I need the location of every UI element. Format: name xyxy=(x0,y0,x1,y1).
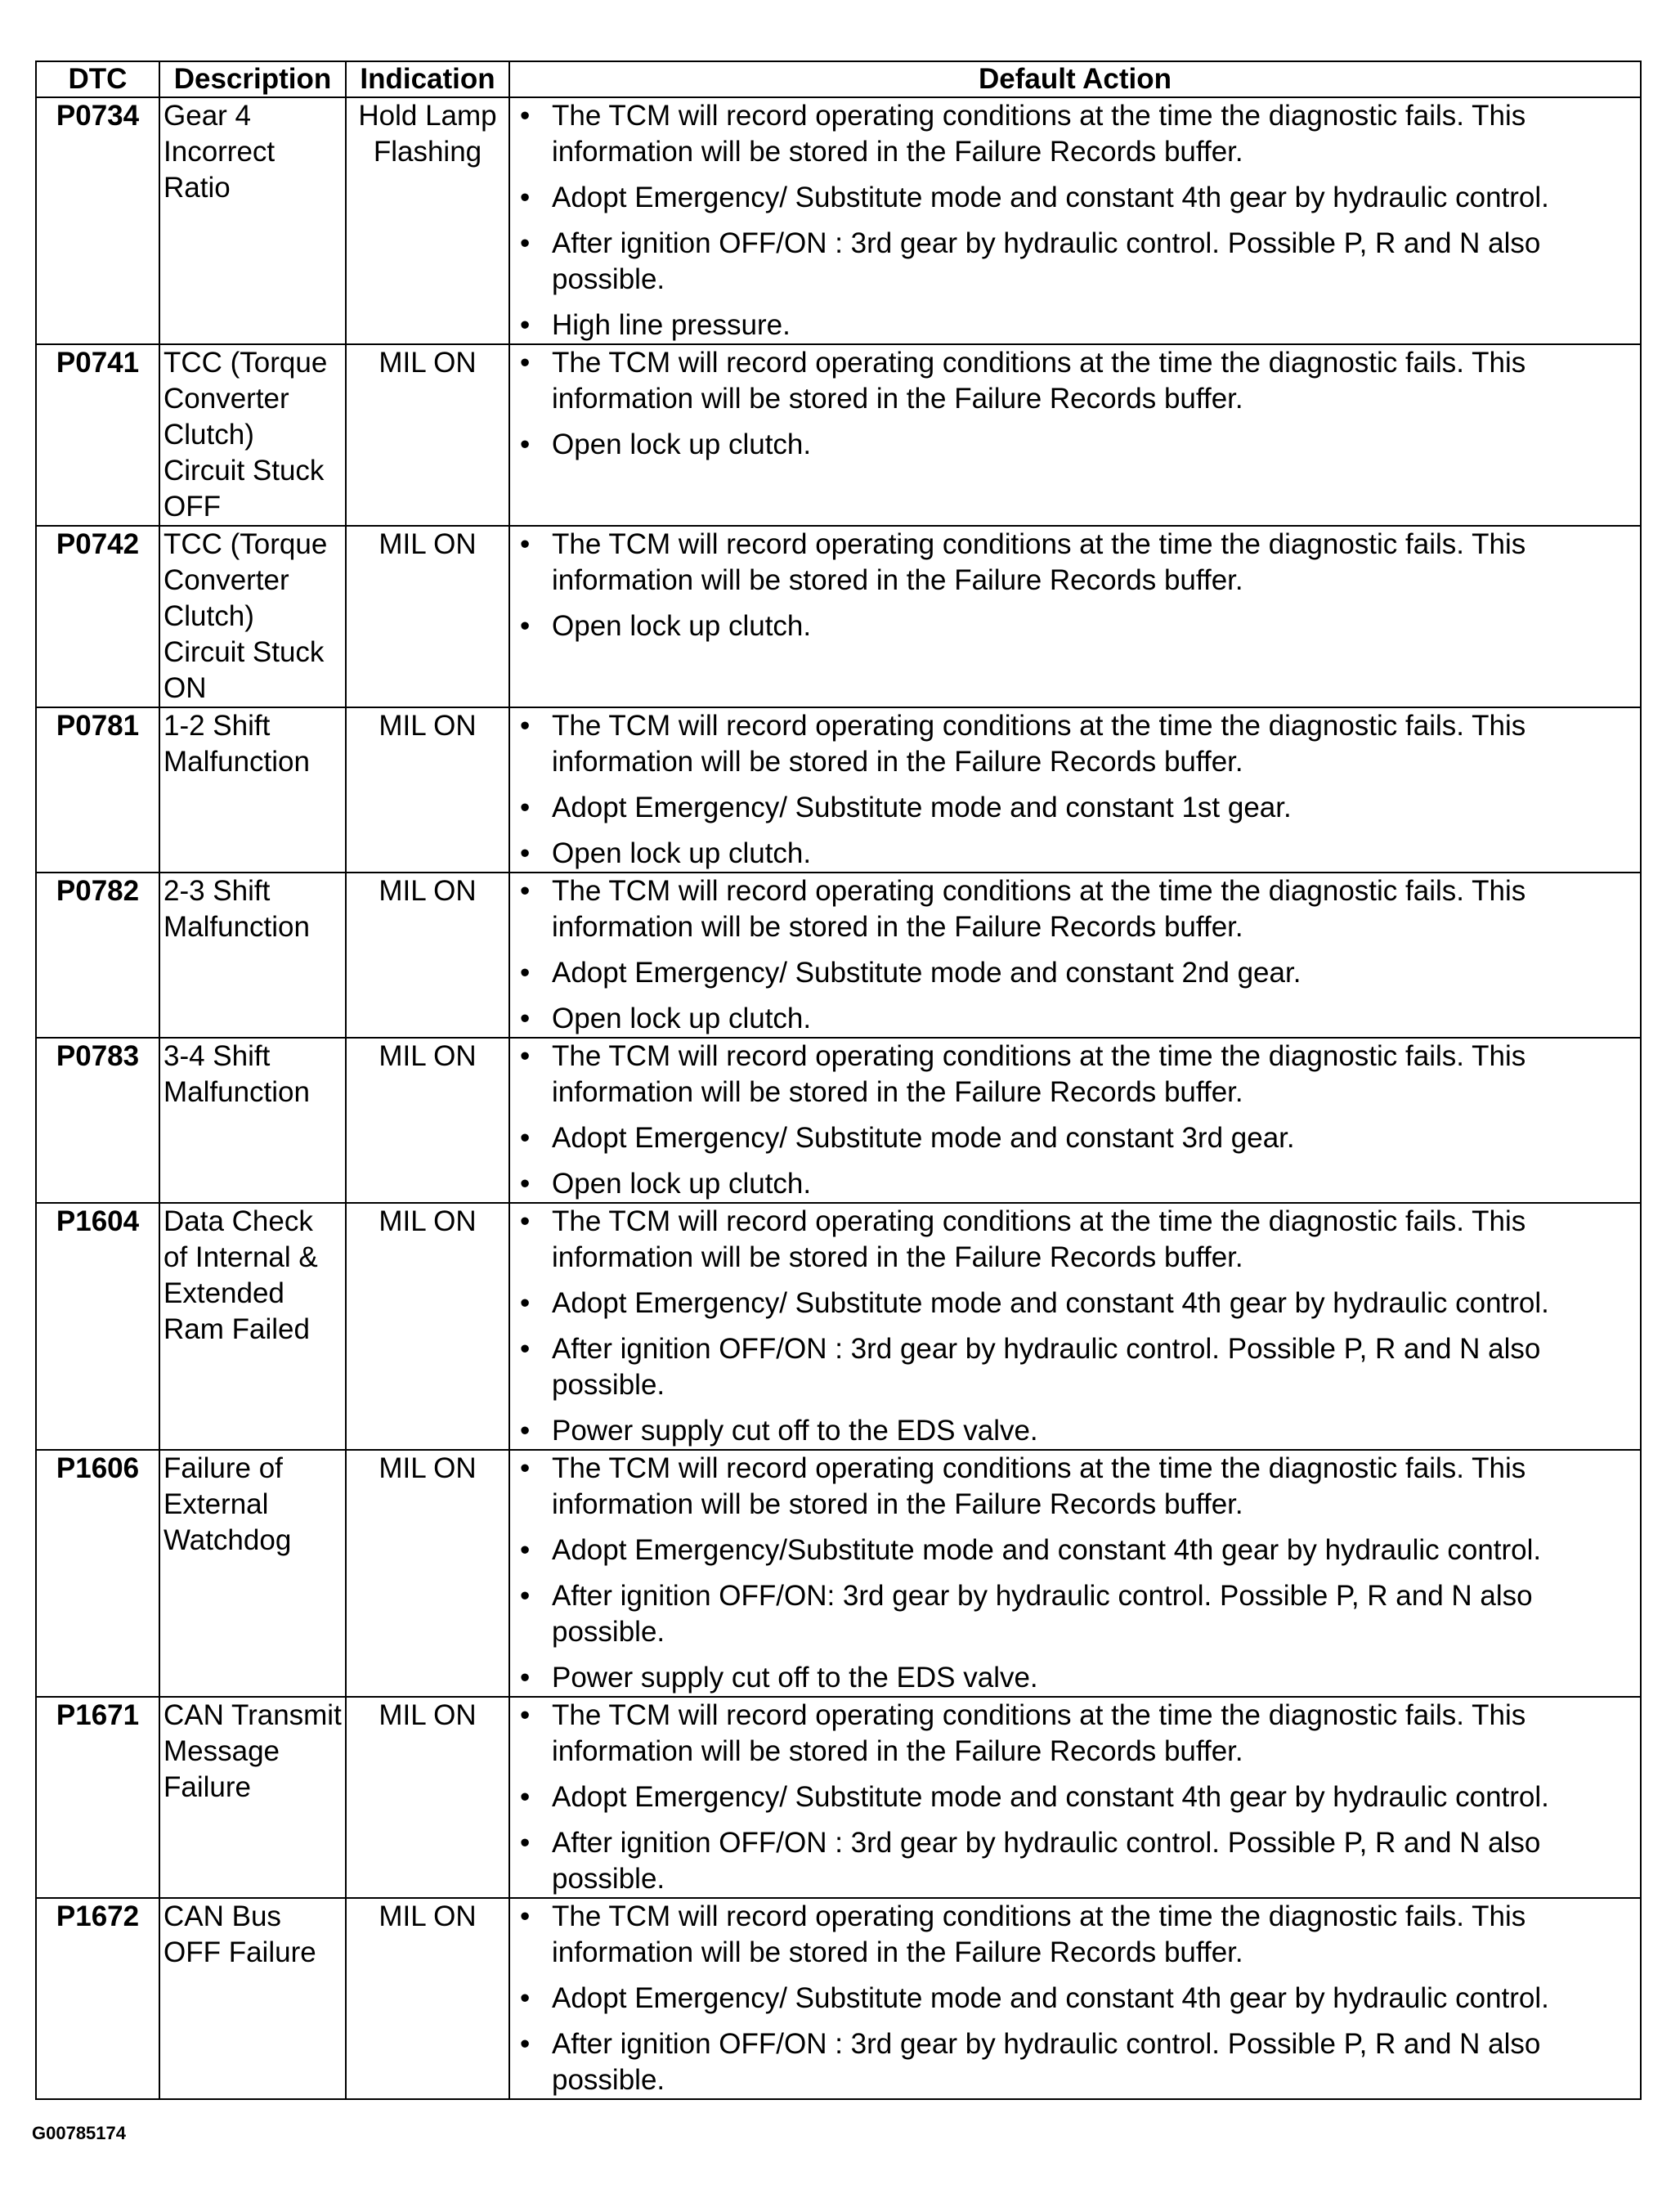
header-default-action: Default Action xyxy=(509,61,1641,97)
action-list xyxy=(513,1039,1637,1202)
default-action-cell xyxy=(509,344,1641,526)
dtc-code-cell: P0742 xyxy=(36,526,159,707)
action-item: • The TCM will record operating conditions at the time the diagnostic fails. This information will be stored in the Failure Records buffer. xyxy=(513,527,1637,599)
action-item: • Open lock up clutch. xyxy=(513,836,1637,872)
dtc-code-cell: P1672 xyxy=(36,1898,159,2099)
action-item: • Adopt Emergency/ Substitute mode and constant 2nd gear. xyxy=(513,955,1637,991)
table-row xyxy=(36,1697,1641,1898)
indication-cell: MIL ON xyxy=(346,873,509,1038)
default-action-cell xyxy=(509,1450,1641,1697)
action-item: • Open lock up clutch. xyxy=(513,608,1637,644)
table-row xyxy=(36,1898,1641,2099)
description-cell: 3-4 Shift Malfunction xyxy=(159,1038,346,1203)
indication-cell: MIL ON xyxy=(346,1898,509,2099)
action-list xyxy=(513,1698,1637,1897)
action-item: • Adopt Emergency/ Substitute mode and constant 4th gear by hydraulic control. xyxy=(513,180,1637,216)
dtc-code-cell: P0782 xyxy=(36,873,159,1038)
action-list xyxy=(513,98,1637,343)
dtc-code-cell: P0734 xyxy=(36,97,159,344)
dtc-code-cell: P0741 xyxy=(36,344,159,526)
default-action-cell xyxy=(509,97,1641,344)
description-cell: CAN Bus OFF Failure xyxy=(159,1898,346,2099)
indication-cell: MIL ON xyxy=(346,1450,509,1697)
table-body xyxy=(36,97,1641,2099)
action-item: • Adopt Emergency/ Substitute mode and constant 4th gear by hydraulic control. xyxy=(513,1285,1637,1321)
action-item: • Adopt Emergency/Substitute mode and constant 4th gear by hydraulic control. xyxy=(513,1532,1637,1568)
default-action-cell xyxy=(509,1038,1641,1203)
indication-cell: MIL ON xyxy=(346,526,509,707)
table-row xyxy=(36,97,1641,344)
description-cell: TCC (Torque Converter Clutch) Circuit Stuck ON xyxy=(159,526,346,707)
action-item: • Adopt Emergency/ Substitute mode and constant 4th gear by hydraulic control. xyxy=(513,1981,1637,2017)
header-description: Description xyxy=(159,61,346,97)
indication-cell: MIL ON xyxy=(346,1038,509,1203)
dtc-code-cell: P1671 xyxy=(36,1697,159,1898)
action-list xyxy=(513,1451,1637,1696)
table-row xyxy=(36,526,1641,707)
indication-cell: MIL ON xyxy=(346,344,509,526)
description-cell: Failure of External Watchdog xyxy=(159,1450,346,1697)
description-cell: CAN Transmit Message Failure xyxy=(159,1697,346,1898)
action-item: • The TCM will record operating conditions at the time the diagnostic fails. This information will be stored in the Failure Records buffer. xyxy=(513,708,1637,780)
default-action-cell xyxy=(509,1697,1641,1898)
action-item: • The TCM will record operating conditions at the time the diagnostic fails. This information will be stored in the Failure Records buffer. xyxy=(513,1698,1637,1770)
action-item: • The TCM will record operating conditions at the time the diagnostic fails. This information will be stored in the Failure Records buffer. xyxy=(513,1899,1637,1971)
action-item: • Open lock up clutch. xyxy=(513,1001,1637,1037)
action-item: • After ignition OFF/ON : 3rd gear by hydraulic control. Possible P, R and N also possible. xyxy=(513,2026,1637,2098)
action-item: • Adopt Emergency/ Substitute mode and constant 3rd gear. xyxy=(513,1120,1637,1156)
dtc-code-cell: P1606 xyxy=(36,1450,159,1697)
indication-cell: Hold Lamp Flashing xyxy=(346,97,509,344)
dtc-default-action-table xyxy=(35,61,1642,2100)
default-action-cell xyxy=(509,526,1641,707)
action-list xyxy=(513,1899,1637,2098)
action-item: • After ignition OFF/ON: 3rd gear by hydraulic control. Possible P, R and N also possible. xyxy=(513,1578,1637,1650)
action-item: • High line pressure. xyxy=(513,307,1637,343)
description-cell: Gear 4 Incorrect Ratio xyxy=(159,97,346,344)
header-indication: Indication xyxy=(346,61,509,97)
default-action-cell xyxy=(509,1898,1641,2099)
indication-cell: MIL ON xyxy=(346,707,509,873)
description-cell: 1-2 Shift Malfunction xyxy=(159,707,346,873)
action-item: • After ignition OFF/ON : 3rd gear by hydraulic control. Possible P, R and N also possible. xyxy=(513,1331,1637,1403)
default-action-cell xyxy=(509,707,1641,873)
dtc-code-cell: P0783 xyxy=(36,1038,159,1203)
action-item: • Adopt Emergency/ Substitute mode and constant 1st gear. xyxy=(513,790,1637,826)
indication-cell: MIL ON xyxy=(346,1697,509,1898)
dtc-code-cell: P0781 xyxy=(36,707,159,873)
action-item: • The TCM will record operating conditions at the time the diagnostic fails. This information will be stored in the Failure Records buffer. xyxy=(513,1451,1637,1523)
action-list xyxy=(513,873,1637,1037)
table-header-row xyxy=(36,61,1641,97)
table-row xyxy=(36,1450,1641,1697)
table-row xyxy=(36,1038,1641,1203)
description-cell: 2-3 Shift Malfunction xyxy=(159,873,346,1038)
action-list xyxy=(513,345,1637,463)
table-row xyxy=(36,1203,1641,1450)
action-item: • Open lock up clutch. xyxy=(513,427,1637,463)
action-item: • Open lock up clutch. xyxy=(513,1166,1637,1202)
description-cell: TCC (Torque Converter Clutch) Circuit Stuck OFF xyxy=(159,344,346,526)
default-action-cell xyxy=(509,1203,1641,1450)
action-list xyxy=(513,1204,1637,1449)
action-item: • Adopt Emergency/ Substitute mode and constant 4th gear by hydraulic control. xyxy=(513,1779,1637,1815)
action-item: • After ignition OFF/ON : 3rd gear by hydraulic control. Possible P, R and N also possible. xyxy=(513,1825,1637,1897)
action-item: • Power supply cut off to the EDS valve. xyxy=(513,1413,1637,1449)
default-action-cell xyxy=(509,873,1641,1038)
action-list xyxy=(513,708,1637,872)
table-row xyxy=(36,873,1641,1038)
table-row xyxy=(36,344,1641,526)
action-item: • The TCM will record operating conditions at the time the diagnostic fails. This information will be stored in the Failure Records buffer. xyxy=(513,345,1637,417)
action-item: • Power supply cut off to the EDS valve. xyxy=(513,1660,1637,1696)
action-item: • After ignition OFF/ON : 3rd gear by hydraulic control. Possible P, R and N also possible. xyxy=(513,226,1637,298)
action-list xyxy=(513,527,1637,644)
figure-id: G00785174 xyxy=(32,2123,126,2143)
table-row xyxy=(36,707,1641,873)
description-cell: Data Check of Internal & Extended Ram Failed xyxy=(159,1203,346,1450)
indication-cell: MIL ON xyxy=(346,1203,509,1450)
dtc-code-cell: P1604 xyxy=(36,1203,159,1450)
action-item: • The TCM will record operating conditions at the time the diagnostic fails. This information will be stored in the Failure Records buffer. xyxy=(513,1204,1637,1276)
action-item: • The TCM will record operating conditions at the time the diagnostic fails. This information will be stored in the Failure Records buffer. xyxy=(513,98,1637,170)
header-dtc: DTC xyxy=(36,61,159,97)
action-item: • The TCM will record operating conditions at the time the diagnostic fails. This information will be stored in the Failure Records buffer. xyxy=(513,1039,1637,1110)
action-item: • The TCM will record operating conditions at the time the diagnostic fails. This information will be stored in the Failure Records buffer. xyxy=(513,873,1637,945)
